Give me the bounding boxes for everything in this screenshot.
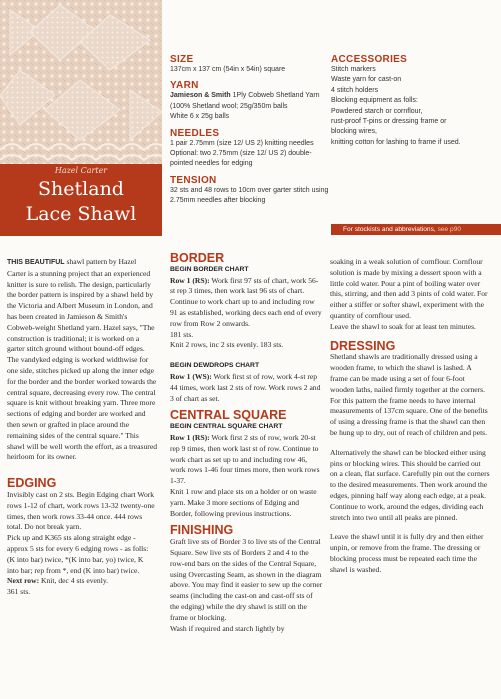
tension-text: 32 sts and 48 rows to 10cm over garter stitch using 2.75mm needles after blocking [170, 186, 329, 205]
pattern-title-line1: Shetland [38, 178, 124, 200]
border-row1-text: Work first 97 sts of chart, work 56-st rep 3 times, then work last 96 sts of chart. Continue to work chart up to and including row 91 as established, working decs each end of every row from Row 2 onwards. [170, 275, 322, 328]
finishing-p1: Graft live sts of Border 3 to live sts of the Central Square. Sew live sts of Borders 2 and 4 to the row-end bars on the sides of the Central Square, using Overcasting Seam, as shown in the diagram above. You may find it easier to sew up the corner seams (including the cast-on and cast-off sts of the edging) while the dry shawl is still on the frame or blocking. [170, 537, 323, 622]
designer-credit: Hazel Carter [54, 166, 108, 175]
accessory-item: Waste yarn for cast-on [331, 76, 402, 84]
body-column-1 [7, 257, 157, 598]
body-column-2 [170, 251, 323, 634]
yarn-brand: Jamieson & Smith [170, 92, 231, 100]
needles-text: 1 pair 2.75mm (size 12/ US 2) knitting needles [170, 139, 314, 147]
starch-paragraph: soaking in a weak solution of cornflour. Cornflour solution is made by mixing a dessert spoon with a little cold water. Pour a pint of boiling water over this, stirring, and then add 3 pints of cold water. For either a stiffer or softer shawl, experiment with the quantity of cornflour used. [330, 257, 488, 320]
accessories-heading: ACCESSORIES [331, 54, 408, 65]
stockists-bar [331, 224, 501, 235]
intro-paragraph [7, 257, 157, 463]
edging-p1: Invisibly cast on 2 sts. Begin Edging chart Work rows 1-12 of chart, work rows 13-32 twenty-one times, then work rows 33-44 once. 444 rows total. Do not break yarn. [7, 489, 155, 532]
accessory-item: knitting cotton for lashing to frame if used. [331, 138, 461, 146]
accessory-item: Blocking equipment as folls: [331, 97, 418, 105]
edging-p4 [7, 576, 157, 587]
finishing-heading: FINISHING [170, 523, 234, 538]
accessory-item: rust-proof T-pins or dressing frame or [331, 118, 447, 126]
dressing-paragraph: Shetland shawls are traditionally dressed using a wooden frame, to which the shawl is lashed. A frame can be made using a set of four 6-foot wooden laths, nailed firmly together at the corners. For this pattern the frame needs to have internal measurements of 137cm square. One of the benefits of using a dressing frame is that the shawl can then be hung up to dry, out of reach of children and pets. [330, 352, 488, 437]
border-p1 [170, 276, 323, 330]
border-p3: Knit 2 rows, inc 2 sts evenly. 183 sts. [170, 340, 284, 350]
lace-pattern-image [0, 0, 162, 170]
central-chart-subheading: BEGIN CENTRAL SQUARE CHART [170, 423, 283, 431]
edging-p3: (K into bar) twice, *(K into bar, yo) twice, K into bar; rep from *, end (K into bar) twice. [7, 554, 144, 575]
intro-lead: THIS BEAUTIFUL [7, 259, 65, 266]
edging-p5: 361 sts. [7, 587, 31, 597]
stockists-text: For stockists and abbreviations, [343, 226, 438, 233]
edging-heading: EDGING [7, 476, 57, 491]
pattern-title-line2: Lace Shawl [25, 203, 137, 225]
body-column-3 [330, 257, 490, 576]
dewdrops-p1 [170, 372, 323, 404]
spec-column-left [170, 54, 330, 212]
central-row1-label: Row 1 (RS): [170, 432, 210, 442]
blocking-paragraph: Alternatively the shawl can be blocked either using pins or blocking wires. This should be carried out on a clean, flat surface. Carefully pin out the corners to the desired measurements. Then work around the edges, pinning half way along each edge, at a peak. Continue to work, around the edges, dividing each stretch into two until all peaks are pinned. [330, 447, 490, 522]
soak-paragraph: Leave the shawl to soak for at least ten minutes. [330, 321, 476, 331]
edging-next-row-text: Knit, dec 4 sts evenly. [39, 576, 109, 586]
spec-column-right [331, 54, 499, 148]
accessory-item: blocking wires, [331, 128, 377, 136]
size-text: 137cm x 137 cm (54in x 54in) square [170, 66, 286, 73]
accessory-item: Powdered starch or cornflour, [331, 107, 423, 115]
drying-paragraph: Leave the shawl until it is fully dry and then either unpin, or remove from the frame. The dressing or blocking process must be repeated each time the shawl is washed. [330, 532, 484, 574]
needles-heading: NEEDLES [170, 127, 220, 139]
yarn-text [170, 91, 330, 112]
central-square-heading: CENTRAL SQUARE [170, 408, 287, 423]
accessory-item: 4 stitch holders [331, 86, 379, 94]
dressing-heading: DRESSING [330, 338, 396, 353]
border-p2: 181 sts. [170, 329, 194, 339]
needles-optional: Optional: two 2.75mm (size 12/ US 2) double-pointed needles for edging [170, 150, 312, 168]
central-row1-text: Work first 2 sts of row, work 20-st rep 9 times, then work last st of row. Continue to work chart as set up to and including row 46, work rows 1-46 four times more, then work rows 1-37. [170, 432, 320, 486]
edging-next-row-label: Next row: [7, 576, 40, 586]
central-p2: Knit 1 row and place sts on a holder or on waste yarn. Make 3 more sections of Edging and Border, following previous instructions. [170, 486, 317, 518]
border-row1-label: Row 1 (RS): [170, 275, 210, 285]
border-heading: BORDER [170, 251, 225, 265]
accessory-item: Stitch markers [331, 66, 376, 73]
finishing-p2: Wash if required and starch lightly by [170, 623, 285, 633]
dewdrops-row1-text: Work first st of row, work 4-st rep 44 times, work last 2 sts of row. Work rows 2 and 3 of chart as set. [170, 371, 321, 403]
tension-heading: TENSION [170, 174, 217, 186]
yarn-heading: YARN [170, 80, 199, 92]
border-chart-subheading: BEGIN BORDER CHART [170, 265, 249, 273]
stockists-page-link[interactable]: see p90 [437, 226, 462, 233]
intro-text: shawl pattern by Hazel Carter is a stunning project that an experienced knitter is sure to relish. The design, particularly the border pattern is inspired by a shawl held by the Victoria and Albert Museum in London, and has been created in Jamieson & Smith's Cobweb-weight Shetland yarn. Hazel says, "The construction is traditional; it is worked on a garter stitch ground without bound-off edges. The vandyked edging is worked widthwise for one side, stitches picked up along the inner edge for the border and the border worked towards the central square, decreasing every row. The central square is knit without breaking yarn. Three more sections of edging and border are worked and then sewn or grafted in place around the remaining sides of the central square." This shawl will be well worth the effort, as a treasured heirloom for its owner. [7, 257, 157, 462]
edging-p2: Pick up and K365 sts along straight edge - approx 5 sts for every 6 edging rows - as folls: [7, 533, 149, 553]
central-p1 [170, 433, 323, 487]
yarn-desc: 1Ply Cobweb Shetland Yarn (100% Shetland wool; 25g/350m balls [170, 92, 320, 110]
yarn-amount: White 6 x 25g balls [170, 113, 230, 121]
dewdrops-chart-subheading: BEGIN DEWDROPS CHART [170, 362, 260, 370]
size-heading: SIZE [170, 54, 194, 65]
dewdrops-row1-label: Row 1 (WS): [170, 371, 212, 381]
